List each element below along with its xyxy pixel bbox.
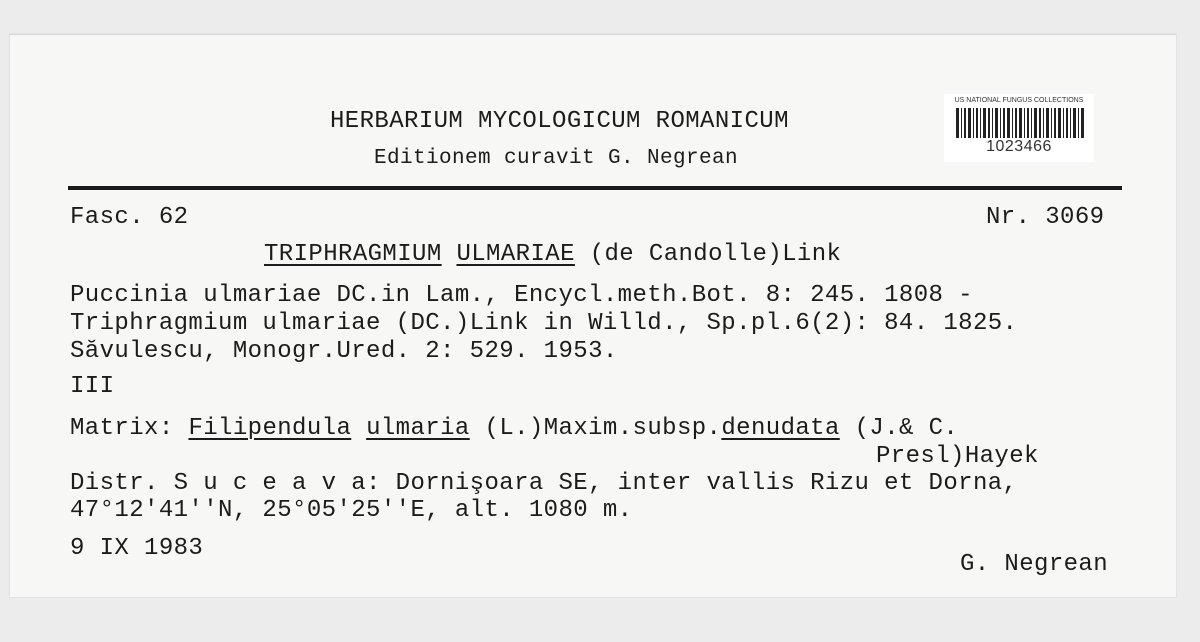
matrix-authority: (L.)Maxim.subsp. — [484, 415, 722, 442]
collection-date: 9 IX 1983 — [70, 535, 204, 562]
taxon-species: ULMARIAE — [456, 241, 575, 268]
taxon-genus: TRIPHRAGMIUM — [264, 241, 442, 268]
spore-stage: III — [70, 373, 115, 400]
matrix-line — [70, 415, 958, 443]
matrix-subsp-author-2: Presl)Hayek — [876, 443, 1039, 470]
matrix-genus: Filipendula — [188, 415, 352, 442]
herbarium-title: HERBARIUM MYCOLOGICUM ROMANICUM — [330, 108, 789, 135]
fascicle-number: Fasc. 62 — [70, 204, 189, 231]
distribution-line-2: 47°12'41''N, 25°05'25''E, alt. 1080 m. — [70, 497, 633, 524]
barcode-sticker — [944, 94, 1094, 162]
barcode — [956, 108, 1084, 138]
matrix-subspecies: denudata — [721, 415, 840, 442]
taxon-author: (de Candolle)Link — [589, 241, 842, 268]
taxon-name — [264, 241, 841, 269]
synonym-line-1: Puccinia ulmariae DC.in Lam., Encycl.meth.Bot. 8: 245. 1808 - — [70, 282, 973, 309]
barcode-caption: US NATIONAL FUNGUS COLLECTIONS — [954, 97, 1084, 104]
matrix-subsp-author-1: (J.& C. — [854, 415, 959, 442]
matrix-label: Matrix: — [70, 415, 174, 442]
matrix-species: ulmaria — [366, 415, 470, 442]
barcode-number: 1023466 — [986, 138, 1052, 155]
header-rule — [68, 186, 1122, 190]
collector-name: G. Negrean — [960, 551, 1109, 578]
specimen-number: Nr. 3069 — [986, 204, 1105, 231]
synonym-line-2: Triphragmium ulmariae (DC.)Link in Willd., Sp.pl.6(2): 84. 1825. — [70, 310, 1018, 337]
editor-line: Editionem curavit G. Negrean — [374, 147, 739, 170]
synonym-line-3: Săvulescu, Monogr.Ured. 2: 529. 1953. — [70, 338, 618, 365]
distribution-line-1: Distr. S u c e a v a: Dornişoara SE, inter vallis Rizu et Dorna, — [70, 470, 1018, 497]
